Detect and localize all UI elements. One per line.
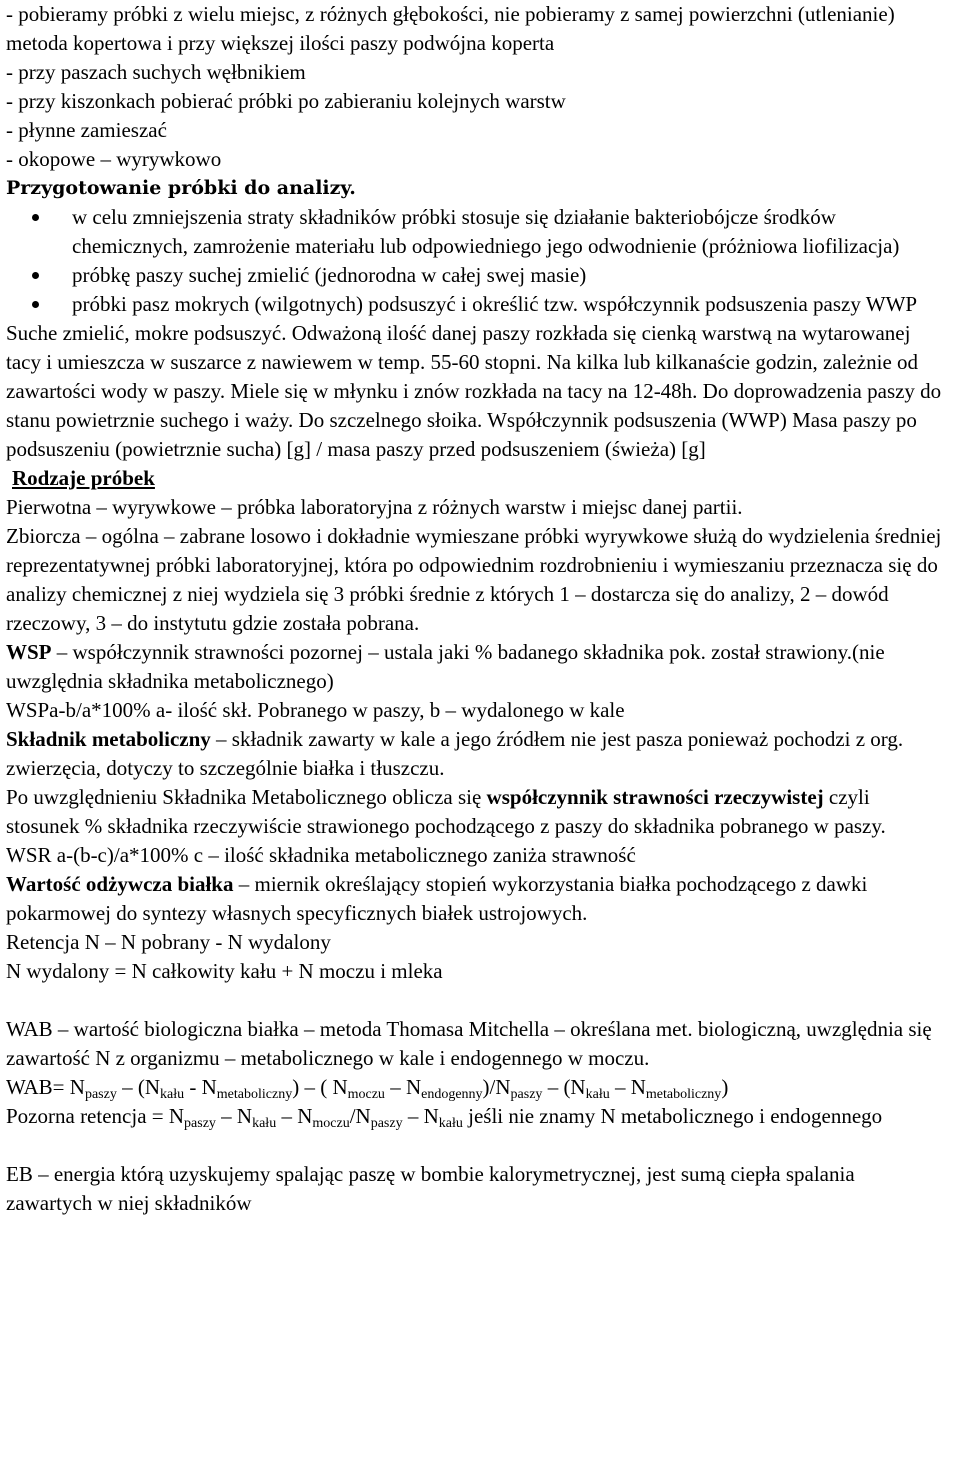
text-line: - okopowe – wyrywkowo bbox=[6, 147, 222, 171]
formula-part: – (N bbox=[542, 1075, 586, 1099]
subscript: paszy bbox=[370, 1116, 403, 1131]
formula-part: ) bbox=[721, 1075, 729, 1099]
formula-part: Pozorna retencja = N bbox=[6, 1104, 185, 1128]
definition: – współczynnik strawności pozornej – ustala jaki % badanego składnika pok. został strawiony.(nie uwzględnia składnika metabolicznego) bbox=[6, 640, 885, 693]
term: Wartość odżywcza białka bbox=[6, 872, 234, 896]
paragraph bbox=[6, 638, 946, 696]
formula-part: )/N bbox=[482, 1075, 511, 1099]
formula-part: – N bbox=[384, 1075, 422, 1099]
paragraph bbox=[6, 783, 946, 841]
subscript: moczu bbox=[312, 1116, 350, 1131]
formula-part: – N bbox=[215, 1104, 253, 1128]
paragraph bbox=[6, 725, 946, 783]
formula-part: – N bbox=[276, 1104, 313, 1128]
term: współczynnik strawności rzeczywistej bbox=[486, 785, 824, 809]
paragraph: Zbiorcza – ogólna – zabrane losowo i dokładnie wymieszane próbki wyrywkowe służą do wydzielenia średniej reprezentatywnej próbki laboratoryjnej, która po odpowiednim rozdrobnieniu i wymieszaniu przeznacza się do analizy chemicznej z niej wydziela się 3 próbki średnie z których 1 – dostarcza się do analizy, 2 – dowód rzeczowy, 3 – do instytutu gdzie została pobrana. bbox=[6, 524, 942, 635]
definition: – składnik zawarty w kale a jego źródłem nie jest pasza ponieważ pochodzi z org. zwierzęcia, dotyczy to szczególnie białka i tłuszczu. bbox=[6, 727, 904, 780]
section-heading: Rodzaje próbek bbox=[12, 466, 155, 490]
paragraph bbox=[6, 870, 946, 928]
bullet-item: próbkę paszy suchej zmielić (jednorodna w całej swej masie) bbox=[72, 261, 946, 290]
formula-part: – (N bbox=[116, 1075, 160, 1099]
term: WSP bbox=[6, 640, 52, 664]
paragraph: Pierwotna – wyrywkowe – próbka laboratoryjna z różnych warstw i miejsc danej partii. bbox=[6, 495, 743, 519]
formula-part: - N bbox=[184, 1075, 217, 1099]
blank-line bbox=[6, 986, 946, 1015]
term: Składnik metaboliczny bbox=[6, 727, 211, 751]
text-line: - przy kiszonkach pobierać próbki po zabieraniu kolejnych warstw bbox=[6, 89, 566, 113]
text-line: metoda kopertowa i przy większej ilości paszy podwójna koperta bbox=[6, 31, 555, 55]
subscript: kału bbox=[252, 1116, 277, 1131]
paragraph: Retencja N – N pobrany - N wydalony bbox=[6, 930, 331, 954]
formula-part: /N bbox=[349, 1104, 371, 1128]
formula-pozorna-retencja bbox=[6, 1102, 946, 1131]
bullet-list bbox=[6, 203, 946, 319]
subscript: metaboliczny bbox=[645, 1087, 722, 1102]
subscript: paszy bbox=[84, 1087, 117, 1102]
subscript: kału bbox=[585, 1087, 610, 1102]
subscript: metaboliczny bbox=[216, 1087, 293, 1102]
formula-part: ) – ( N bbox=[292, 1075, 348, 1099]
subscript: kału bbox=[438, 1116, 463, 1131]
definition: – miernik określający stopień wykorzystania białka pochodzącego z dawki pokarmowej do syntezy własnych specyficznych białek ustrojowych. bbox=[6, 872, 868, 925]
text-line: - pobieramy próbki z wielu miejsc, z różnych głębokości, nie pobieramy z samej powierzchni (utlenianie) bbox=[6, 2, 895, 26]
subscript: paszy bbox=[510, 1087, 543, 1102]
subscript: kału bbox=[160, 1087, 185, 1102]
bullet-item: w celu zmniejszenia straty składników próbki stosuje się działanie bakteriobójcze środków chemicznych, zamrożenie materiału lub odpowiedniego jego odwodnienie (próżniowa liofilizacja) bbox=[72, 203, 946, 261]
subscript: paszy bbox=[184, 1116, 216, 1131]
paragraph: N wydalony = N całkowity kału + N moczu i mleka bbox=[6, 959, 443, 983]
paragraph: WSR a-(b-c)/a*100% c – ilość składnika metabolicznego zaniża strawność bbox=[6, 843, 636, 867]
formula-part: – N bbox=[609, 1075, 646, 1099]
text-line: - płynne zamieszać bbox=[6, 118, 167, 142]
blank-line bbox=[6, 1131, 946, 1160]
section-heading: Przygotowanie próbki do analizy. bbox=[6, 177, 356, 199]
paragraph: Suche zmielić, mokre podsuszyć. Odważoną ilość danej paszy rozkłada się cienką warstwą na wytarowanej tacy i umieszcza w suszarce z nawiewem w temp. 55-60 stopni. Na kilka lub kilkanaście godzin, zależnie od zawartości wody w paszy. Miele się w młynku i znów rozkłada na tacy na 12-48h. Do doprowadzenia paszy do stanu powietrznie suchego i waży. Do szczelnego słoika. Współczynnik podsuszenia (WWP) Masa paszy po podsuszeniu (powietrznie sucha) [g] / masa paszy przed podsuszeniem (świeża) [g] bbox=[6, 321, 942, 461]
formula-part: jeśli nie znamy N metabolicznego i endogennego bbox=[462, 1104, 883, 1128]
formula-wab bbox=[6, 1073, 946, 1102]
text: czyli stosunek % składnika rzeczywiście strawionego pochodzącego z paszy do składnika pobranego w paszy. bbox=[6, 785, 886, 838]
paragraph: WAB – wartość biologiczna białka – metoda Thomasa Mitchella – określana met. biologiczną, uwzględnia się zawartość N z organizmu – metabolicznego w kale i endogennego w moczu. bbox=[6, 1017, 932, 1070]
bullet-item: próbki pasz mokrych (wilgotnych) podsuszyć i określić tzw. współczynnik podsuszenia paszy WWP bbox=[72, 290, 946, 319]
paragraph: WSPa-b/a*100% a- ilość skł. Pobranego w paszy, b – wydalonego w kale bbox=[6, 698, 625, 722]
subscript: endogenny bbox=[421, 1087, 483, 1102]
text-line: - przy paszach suchych węłbnikiem bbox=[6, 60, 306, 84]
formula-part: WAB= N bbox=[6, 1075, 85, 1099]
subscript: moczu bbox=[347, 1087, 385, 1102]
formula-part: – N bbox=[402, 1104, 439, 1128]
paragraph: EB – energia którą uzyskujemy spalając paszę w bombie kalorymetrycznej, jest sumą ciepła spalania zawartych w niej składników bbox=[6, 1162, 855, 1215]
text: Po uwzględnieniu Składnika Metabolicznego oblicza się bbox=[6, 785, 487, 809]
